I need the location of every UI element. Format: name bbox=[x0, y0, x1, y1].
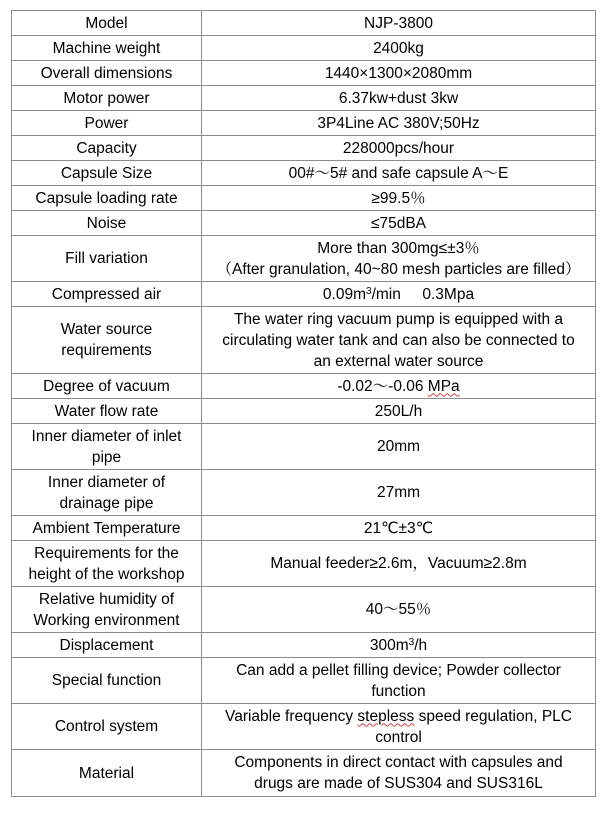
value-line: $300m^3/h$ bbox=[369, 636, 428, 654]
spec-row bbox=[12, 516, 596, 541]
spec-row bbox=[12, 424, 596, 470]
spec-table-body bbox=[12, 11, 596, 797]
spec-row bbox=[12, 307, 596, 374]
spec-value-cell bbox=[202, 307, 596, 374]
spec-row bbox=[12, 587, 596, 633]
spec-row bbox=[12, 61, 596, 86]
value-line: ≤75dBA bbox=[370, 214, 427, 232]
value-line: 40～55％ bbox=[365, 601, 432, 618]
spec-value-cell bbox=[202, 111, 596, 136]
spec-row bbox=[12, 658, 596, 704]
spec-label-cell bbox=[12, 111, 202, 136]
spec-row bbox=[12, 11, 596, 36]
spec-value-cell bbox=[202, 136, 596, 161]
value-line: 20mm bbox=[376, 438, 421, 455]
label-line: Inner diameter of bbox=[47, 473, 166, 491]
label-line: Degree of vacuum bbox=[43, 377, 170, 395]
value-line: 250L/h bbox=[374, 402, 423, 420]
spec-label-cell bbox=[12, 86, 202, 111]
label-line: Displacement bbox=[59, 636, 154, 654]
value-line: 3P4Line AC 380V;50Hz bbox=[317, 114, 480, 132]
label-line: Water flow rate bbox=[54, 402, 159, 420]
spec-row bbox=[12, 374, 596, 399]
value-line: -0.02～-0.06 MPa bbox=[337, 377, 460, 395]
spec-value-cell bbox=[202, 541, 596, 587]
spec-label-cell bbox=[12, 211, 202, 236]
spec-value-cell bbox=[202, 470, 596, 516]
value-line: （After granulation, 40~80 mesh particles are filled） bbox=[216, 260, 581, 278]
spec-row bbox=[12, 136, 596, 161]
spec-row bbox=[12, 36, 596, 61]
spec-row bbox=[12, 470, 596, 516]
spec-label-cell bbox=[12, 36, 202, 61]
spec-row bbox=[12, 750, 596, 797]
label-line: Material bbox=[78, 764, 135, 782]
spec-value-cell bbox=[202, 282, 596, 307]
spec-label-cell bbox=[12, 658, 202, 704]
label-line: height of the workshop bbox=[28, 565, 185, 583]
label-line: Model bbox=[85, 14, 128, 32]
label-line: Relative humidity of bbox=[38, 590, 175, 608]
label-line: Control system bbox=[54, 718, 159, 735]
spec-label-cell bbox=[12, 470, 202, 516]
value-line: 21℃±3℃ bbox=[363, 519, 434, 537]
spec-label-cell bbox=[12, 161, 202, 186]
spec-row bbox=[12, 633, 596, 658]
value-line: Variable frequency stepless speed regulation, PLC bbox=[225, 707, 572, 725]
spec-label-cell bbox=[12, 516, 202, 541]
value-line: an external water source bbox=[313, 352, 484, 370]
label-line: Power bbox=[84, 114, 129, 132]
spec-value-cell bbox=[202, 704, 596, 750]
value-line: drugs are made of SUS304 and SUS316L bbox=[254, 775, 543, 792]
spec-value-cell bbox=[202, 61, 596, 86]
spec-label-cell bbox=[12, 374, 202, 399]
label-line: Capsule loading rate bbox=[35, 189, 178, 207]
spec-label-cell bbox=[12, 424, 202, 470]
spec-label-cell bbox=[12, 633, 202, 658]
label-line: Overall dimensions bbox=[40, 64, 173, 82]
value-line: 228000pcs/hour bbox=[342, 139, 455, 157]
spec-label-cell bbox=[12, 704, 202, 750]
label-line: Water source bbox=[60, 321, 153, 338]
spec-row bbox=[12, 399, 596, 424]
spec-label-cell bbox=[12, 307, 202, 374]
label-line: Capsule Size bbox=[60, 164, 153, 182]
label-line: Compressed air bbox=[51, 285, 162, 303]
value-line: More than 300mg≤±3％ bbox=[317, 239, 480, 257]
spec-row bbox=[12, 236, 596, 282]
label-line: Inner diameter of inlet bbox=[31, 427, 182, 445]
spec-table bbox=[11, 10, 596, 797]
value-line: 00#～5# and safe capsule A～E bbox=[288, 164, 509, 182]
spec-label-cell bbox=[12, 399, 202, 424]
spec-value-cell bbox=[202, 36, 596, 61]
spec-value-cell bbox=[202, 399, 596, 424]
value-line: Components in direct contact with capsules and bbox=[234, 754, 563, 771]
value-line: control bbox=[375, 728, 422, 746]
value-line: 1440×1300×2080mm bbox=[324, 64, 473, 82]
spec-row bbox=[12, 282, 596, 307]
value-line: function bbox=[371, 682, 426, 700]
spec-value-cell bbox=[202, 374, 596, 399]
spec-row bbox=[12, 161, 596, 186]
value-line: 2400kg bbox=[373, 39, 424, 57]
spec-label-cell bbox=[12, 136, 202, 161]
spec-value-cell bbox=[202, 516, 596, 541]
spec-label-cell bbox=[12, 186, 202, 211]
value-line: Can add a pellet filling device; Powder collector bbox=[236, 661, 561, 679]
spec-row bbox=[12, 111, 596, 136]
value-line: 27mm bbox=[376, 484, 421, 501]
label-line: Working environment bbox=[33, 611, 180, 629]
value-line: 6.37kw+dust 3kw bbox=[338, 89, 459, 107]
spec-value-cell bbox=[202, 658, 596, 704]
label-line: Noise bbox=[86, 214, 127, 232]
value-line: circulating water tank and can also be connected to bbox=[222, 331, 575, 349]
spec-value-cell bbox=[202, 86, 596, 111]
spec-label-cell bbox=[12, 541, 202, 587]
spec-row bbox=[12, 211, 596, 236]
spec-label-cell bbox=[12, 11, 202, 36]
spec-label-cell bbox=[12, 236, 202, 282]
label-line: Machine weight bbox=[52, 39, 161, 57]
spec-label-cell bbox=[12, 61, 202, 86]
spec-label-cell bbox=[12, 587, 202, 633]
spec-value-cell bbox=[202, 11, 596, 36]
label-line: Fill variation bbox=[65, 250, 148, 267]
spec-value-cell bbox=[202, 750, 596, 797]
spec-value-cell bbox=[202, 161, 596, 186]
label-line: Ambient Temperature bbox=[32, 519, 181, 537]
label-line: Requirements for the bbox=[34, 544, 179, 562]
value-line: $0.09m^3/\min$ 0.3Mpa bbox=[322, 285, 475, 303]
label-line: pipe bbox=[91, 448, 122, 466]
value-line: Manual feeder≥2.6m，Vacuum≥2.8m bbox=[270, 555, 527, 572]
label-line: Capacity bbox=[76, 139, 137, 157]
label-line: drainage pipe bbox=[59, 494, 154, 512]
spec-value-cell bbox=[202, 211, 596, 236]
spec-value-cell bbox=[202, 587, 596, 633]
spec-row bbox=[12, 86, 596, 111]
value-line: ≥99.5％ bbox=[371, 189, 426, 207]
label-line: Special function bbox=[51, 672, 162, 689]
spec-row bbox=[12, 541, 596, 587]
spec-value-cell bbox=[202, 186, 596, 211]
spec-value-cell bbox=[202, 633, 596, 658]
spec-value-cell bbox=[202, 424, 596, 470]
spec-label-cell bbox=[12, 282, 202, 307]
value-line: The water ring vacuum pump is equipped with a bbox=[233, 310, 564, 328]
value-line: NJP-3800 bbox=[364, 14, 433, 32]
spec-label-cell bbox=[12, 750, 202, 797]
label-line: Motor power bbox=[63, 89, 150, 107]
spec-row bbox=[12, 704, 596, 750]
spec-value-cell bbox=[202, 236, 596, 282]
spec-row bbox=[12, 186, 596, 211]
label-line: requirements bbox=[61, 342, 152, 359]
